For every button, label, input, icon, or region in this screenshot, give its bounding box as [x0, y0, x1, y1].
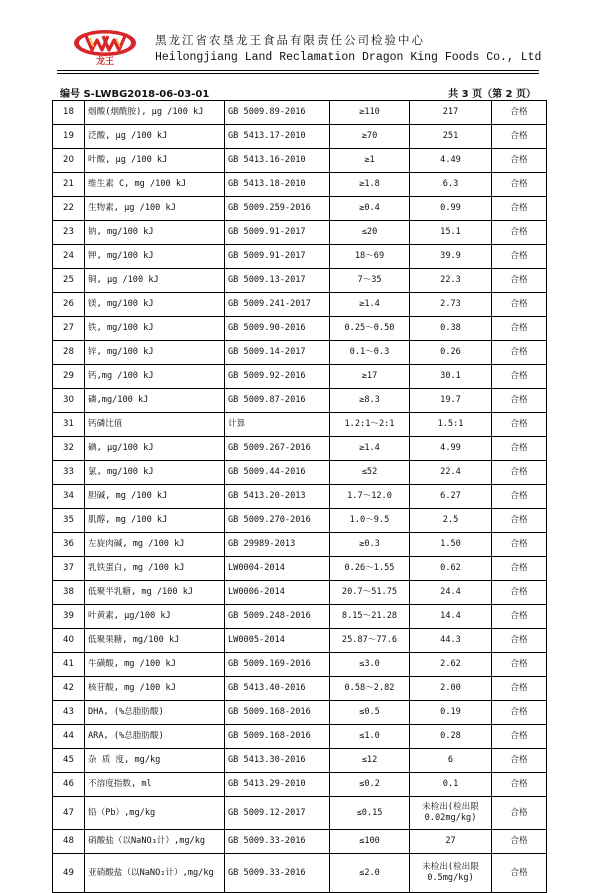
- cell-res: 4.49: [410, 149, 492, 173]
- cell-no: 21: [53, 173, 85, 197]
- cell-no: 32: [53, 437, 85, 461]
- cell-item: 磷,mg/100 kJ: [85, 389, 225, 413]
- cell-res: 0.99: [410, 197, 492, 221]
- table-row: [53, 605, 547, 629]
- cell-con: 合格: [492, 125, 547, 149]
- cell-std: GB 5413.16-2010: [225, 149, 330, 173]
- cell-req: 18～69: [330, 245, 410, 269]
- page-number: 共 3 页（第 2 页）: [448, 89, 536, 100]
- cell-item: 杂 质 度, mg/kg: [85, 749, 225, 773]
- cell-con: 合格: [492, 581, 547, 605]
- table-row: [53, 413, 547, 437]
- cell-con: 合格: [492, 197, 547, 221]
- cell-item: 低聚半乳糖, mg /100 kJ: [85, 581, 225, 605]
- cell-res: 6: [410, 749, 492, 773]
- cell-res: 未检出(检出限 0.02mg/kg): [410, 797, 492, 830]
- cell-no: 38: [53, 581, 85, 605]
- cell-no: 43: [53, 701, 85, 725]
- cell-con: 合格: [492, 437, 547, 461]
- table-row: [53, 125, 547, 149]
- cell-no: 29: [53, 365, 85, 389]
- cell-std: GB 5009.89-2016: [225, 101, 330, 125]
- cell-item: 钾, mg/100 kJ: [85, 245, 225, 269]
- table-row: [53, 557, 547, 581]
- table-row: [53, 629, 547, 653]
- cell-std: GB 5009.259-2016: [225, 197, 330, 221]
- cell-con: 合格: [492, 173, 547, 197]
- cell-con: 合格: [492, 149, 547, 173]
- cell-std: GB 5009.270-2016: [225, 509, 330, 533]
- header-rule-2: [57, 73, 539, 74]
- cell-res: 39.9: [410, 245, 492, 269]
- cell-res: 6.27: [410, 485, 492, 509]
- cell-con: 合格: [492, 413, 547, 437]
- cell-no: 36: [53, 533, 85, 557]
- cell-req: ≥70: [330, 125, 410, 149]
- cell-res: 0.19: [410, 701, 492, 725]
- header-rule: [57, 70, 539, 71]
- cell-req: ≤0.5: [330, 701, 410, 725]
- cell-res: 27: [410, 830, 492, 854]
- cell-no: 44: [53, 725, 85, 749]
- cell-item: 铁, mg/100 kJ: [85, 317, 225, 341]
- cell-no: 40: [53, 629, 85, 653]
- cell-res: 30.1: [410, 365, 492, 389]
- table-row: [53, 437, 547, 461]
- cell-std: LW0005-2014: [225, 629, 330, 653]
- cell-req: ≥1.4: [330, 437, 410, 461]
- cell-res: 6.3: [410, 173, 492, 197]
- cell-req: ≤0.15: [330, 797, 410, 830]
- cell-req: ≥1.8: [330, 173, 410, 197]
- cell-no: 37: [53, 557, 85, 581]
- cell-std: GB 5009.12-2017: [225, 797, 330, 830]
- cell-item: 低聚果糖, mg/100 kJ: [85, 629, 225, 653]
- cell-con: 合格: [492, 317, 547, 341]
- cell-res: 24.4: [410, 581, 492, 605]
- cell-res: 22.3: [410, 269, 492, 293]
- cell-con: 合格: [492, 509, 547, 533]
- cell-item: 镁, mg/100 kJ: [85, 293, 225, 317]
- cell-con: 合格: [492, 854, 547, 893]
- table-row: [53, 701, 547, 725]
- table-row: [53, 581, 547, 605]
- cell-req: ≥1.4: [330, 293, 410, 317]
- cell-item: 泛酸, μg /100 kJ: [85, 125, 225, 149]
- cell-no: 41: [53, 653, 85, 677]
- cell-con: 合格: [492, 485, 547, 509]
- cell-con: 合格: [492, 830, 547, 854]
- cell-no: 45: [53, 749, 85, 773]
- cell-item: 锌, mg/100 kJ: [85, 341, 225, 365]
- table-row: [53, 149, 547, 173]
- company-logo: [70, 28, 140, 66]
- cell-con: 合格: [492, 797, 547, 830]
- cell-con: 合格: [492, 221, 547, 245]
- cell-item: 胆碱, mg /100 kJ: [85, 485, 225, 509]
- cell-item: 氯, mg/100 kJ: [85, 461, 225, 485]
- cell-no: 23: [53, 221, 85, 245]
- cell-no: 18: [53, 101, 85, 125]
- cell-item: 亚硝酸盐（以NaNO₂计）,mg/kg: [85, 854, 225, 893]
- cell-no: 25: [53, 269, 85, 293]
- table-row: [53, 725, 547, 749]
- cell-std: GB 5413.17-2010: [225, 125, 330, 149]
- cell-no: 33: [53, 461, 85, 485]
- cell-res: 44.3: [410, 629, 492, 653]
- cell-std: GB 5009.92-2016: [225, 365, 330, 389]
- cell-std: GB 5009.87-2016: [225, 389, 330, 413]
- cell-no: 47: [53, 797, 85, 830]
- cell-con: 合格: [492, 365, 547, 389]
- table-row: [53, 509, 547, 533]
- cell-item: 维生素 C, mg /100 kJ: [85, 173, 225, 197]
- cell-res: 1.50: [410, 533, 492, 557]
- cell-std: GB 5009.267-2016: [225, 437, 330, 461]
- table-row: [53, 293, 547, 317]
- cell-std: GB 5009.14-2017: [225, 341, 330, 365]
- cell-item: 核苷酸, mg /100 kJ: [85, 677, 225, 701]
- cell-no: 22: [53, 197, 85, 221]
- cell-std: GB 5009.91-2017: [225, 245, 330, 269]
- cell-std: GB 5009.168-2016: [225, 701, 330, 725]
- cell-item: 钠, mg/100 kJ: [85, 221, 225, 245]
- cell-no: 24: [53, 245, 85, 269]
- cell-res: 15.1: [410, 221, 492, 245]
- cell-req: 0.25～0.50: [330, 317, 410, 341]
- cell-req: ≤100: [330, 830, 410, 854]
- table-row: [53, 389, 547, 413]
- cell-con: 合格: [492, 725, 547, 749]
- cell-res: 0.28: [410, 725, 492, 749]
- cell-item: 钙,mg /100 kJ: [85, 365, 225, 389]
- cell-std: LW0004-2014: [225, 557, 330, 581]
- cell-std: GB 5009.169-2016: [225, 653, 330, 677]
- cell-res: 4.99: [410, 437, 492, 461]
- cell-req: ≥0.3: [330, 533, 410, 557]
- table-row: [53, 533, 547, 557]
- cell-res: 0.1: [410, 773, 492, 797]
- cell-con: 合格: [492, 605, 547, 629]
- cell-con: 合格: [492, 557, 547, 581]
- cell-req: ≥0.4: [330, 197, 410, 221]
- cell-res: 251: [410, 125, 492, 149]
- cell-no: 35: [53, 509, 85, 533]
- cell-item: 叶酸, μg /100 kJ: [85, 149, 225, 173]
- cell-con: 合格: [492, 389, 547, 413]
- cell-req: ≤0.2: [330, 773, 410, 797]
- cell-no: 20: [53, 149, 85, 173]
- table-row: [53, 773, 547, 797]
- cell-con: 合格: [492, 749, 547, 773]
- test-results-table: [52, 100, 547, 893]
- cell-item: 钙磷比值: [85, 413, 225, 437]
- cell-item: 铜, μg /100 kJ: [85, 269, 225, 293]
- cell-item: 牛磺酸, mg /100 kJ: [85, 653, 225, 677]
- table-row: [53, 854, 547, 893]
- svg-text:龙王: 龙王: [95, 57, 115, 66]
- cell-con: 合格: [492, 101, 547, 125]
- cell-con: 合格: [492, 533, 547, 557]
- cell-std: GB 5009.44-2016: [225, 461, 330, 485]
- table-row: [53, 485, 547, 509]
- table-row: [53, 341, 547, 365]
- cell-std: GB 5009.13-2017: [225, 269, 330, 293]
- cell-no: 19: [53, 125, 85, 149]
- cell-req: 1.2:1～2:1: [330, 413, 410, 437]
- cell-no: 34: [53, 485, 85, 509]
- cell-res: 1.5:1: [410, 413, 492, 437]
- cell-no: 30: [53, 389, 85, 413]
- table-row: [53, 749, 547, 773]
- cell-std: GB 5413.18-2010: [225, 173, 330, 197]
- cell-req: ≥17: [330, 365, 410, 389]
- cell-no: 42: [53, 677, 85, 701]
- cell-std: GB 5413.40-2016: [225, 677, 330, 701]
- cell-req: 8.15～21.28: [330, 605, 410, 629]
- cell-con: 合格: [492, 269, 547, 293]
- cell-res: 0.62: [410, 557, 492, 581]
- cell-item: 乳铁蛋白, mg /100 kJ: [85, 557, 225, 581]
- cell-item: 叶黄素, μg/100 kJ: [85, 605, 225, 629]
- cell-req: 0.26～1.55: [330, 557, 410, 581]
- cell-req: 25.87～77.6: [330, 629, 410, 653]
- cell-req: ≥110: [330, 101, 410, 125]
- cell-std: GB 5009.168-2016: [225, 725, 330, 749]
- cell-no: 26: [53, 293, 85, 317]
- cell-req: 1.7～12.0: [330, 485, 410, 509]
- cell-std: GB 5009.241-2017: [225, 293, 330, 317]
- cell-req: ≥1: [330, 149, 410, 173]
- cell-no: 39: [53, 605, 85, 629]
- cell-item: 碘, μg/100 kJ: [85, 437, 225, 461]
- cell-std: 计算: [225, 413, 330, 437]
- cell-no: 48: [53, 830, 85, 854]
- cell-no: 28: [53, 341, 85, 365]
- cell-req: ≤20: [330, 221, 410, 245]
- table-row: [53, 797, 547, 830]
- cell-res: 2.62: [410, 653, 492, 677]
- table-row: [53, 101, 547, 125]
- cell-item: 硝酸盐（以NaNO₃计）,mg/kg: [85, 830, 225, 854]
- cell-res: 14.4: [410, 605, 492, 629]
- cell-con: 合格: [492, 461, 547, 485]
- cell-std: GB 5413.20-2013: [225, 485, 330, 509]
- cell-req: ≤52: [330, 461, 410, 485]
- cell-req: ≤2.0: [330, 854, 410, 893]
- cell-std: GB 5009.248-2016: [225, 605, 330, 629]
- table-row: [53, 317, 547, 341]
- cell-res: 22.4: [410, 461, 492, 485]
- cell-item: 烟酸(烟酰胺), μg /100 kJ: [85, 101, 225, 125]
- cell-res: 0.38: [410, 317, 492, 341]
- table-row: [53, 173, 547, 197]
- cell-std: GB 5009.33-2016: [225, 854, 330, 893]
- cell-res: 0.26: [410, 341, 492, 365]
- report-number: 编号 S-LWBG2018-06-03-01: [60, 89, 210, 100]
- table-row: [53, 221, 547, 245]
- cell-res: 2.5: [410, 509, 492, 533]
- table-row: [53, 269, 547, 293]
- cell-std: GB 5413.29-2010: [225, 773, 330, 797]
- cell-item: ARA, (%总脂肪酸): [85, 725, 225, 749]
- table-row: [53, 653, 547, 677]
- cell-req: 1.0～9.5: [330, 509, 410, 533]
- cell-con: 合格: [492, 629, 547, 653]
- table-row: [53, 245, 547, 269]
- cell-item: 生物素, μg /100 kJ: [85, 197, 225, 221]
- cell-req: ≤12: [330, 749, 410, 773]
- cell-req: 0.1～0.3: [330, 341, 410, 365]
- org-name-en: Heilongjiang Land Reclamation Dragon King Foods Co., Ltd: [155, 51, 542, 64]
- cell-req: 7～35: [330, 269, 410, 293]
- cell-req: ≥8.3: [330, 389, 410, 413]
- cell-res: 2.73: [410, 293, 492, 317]
- cell-no: 49: [53, 854, 85, 893]
- table-row: [53, 461, 547, 485]
- cell-con: 合格: [492, 653, 547, 677]
- cell-no: 46: [53, 773, 85, 797]
- cell-std: GB 29989-2013: [225, 533, 330, 557]
- cell-std: LW0006-2014: [225, 581, 330, 605]
- table-row: [53, 677, 547, 701]
- cell-std: GB 5009.33-2016: [225, 830, 330, 854]
- cell-no: 31: [53, 413, 85, 437]
- cell-req: 20.7～51.75: [330, 581, 410, 605]
- cell-std: GB 5009.91-2017: [225, 221, 330, 245]
- cell-item: 肌醇, mg /100 kJ: [85, 509, 225, 533]
- cell-res: 未检出(检出限 0.5mg/kg): [410, 854, 492, 893]
- cell-req: ≤3.0: [330, 653, 410, 677]
- cell-item: 铅（Pb）,mg/kg: [85, 797, 225, 830]
- cell-item: 不溶度指数, ml: [85, 773, 225, 797]
- cell-con: 合格: [492, 245, 547, 269]
- cell-item: 左旋肉碱, mg /100 kJ: [85, 533, 225, 557]
- cell-req: ≤1.0: [330, 725, 410, 749]
- cell-con: 合格: [492, 773, 547, 797]
- cell-no: 27: [53, 317, 85, 341]
- cell-con: 合格: [492, 293, 547, 317]
- cell-con: 合格: [492, 677, 547, 701]
- cell-res: 217: [410, 101, 492, 125]
- table-row: [53, 197, 547, 221]
- cell-req: 0.58～2.82: [330, 677, 410, 701]
- cell-con: 合格: [492, 701, 547, 725]
- cell-std: GB 5413.30-2016: [225, 749, 330, 773]
- cell-res: 2.00: [410, 677, 492, 701]
- org-name-cn: 黑龙江省农垦龙王食品有限责任公司检验中心: [155, 33, 425, 47]
- table-row: [53, 365, 547, 389]
- cell-item: DHA, (%总脂肪酸): [85, 701, 225, 725]
- cell-con: 合格: [492, 341, 547, 365]
- cell-res: 19.7: [410, 389, 492, 413]
- cell-std: GB 5009.90-2016: [225, 317, 330, 341]
